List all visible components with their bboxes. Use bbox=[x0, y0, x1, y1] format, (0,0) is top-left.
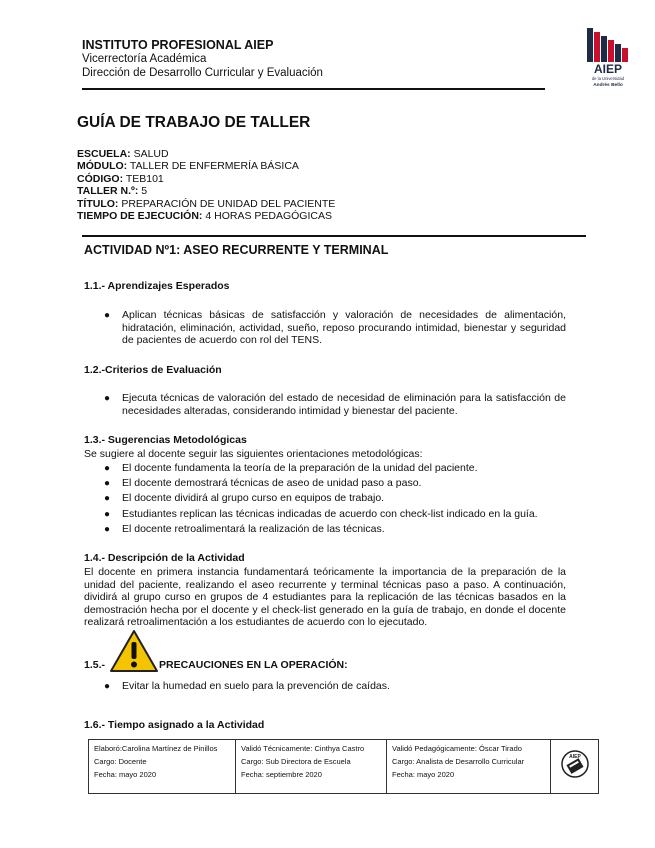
elaboro-cell: Elaboró:Carolina Martínez de Pinillos Cargo: Docente Fecha: mayo 2020 bbox=[89, 740, 236, 794]
logo-bar-1 bbox=[587, 28, 593, 62]
warning-icon bbox=[109, 629, 159, 673]
logo-bar-4 bbox=[608, 40, 614, 62]
bullet-icon: ● bbox=[104, 310, 111, 321]
bullet-icon: ● bbox=[104, 493, 111, 504]
section-1-3-bullet-2: El docente demostrará técnicas de aseo de unidad paso a paso. bbox=[122, 477, 422, 489]
meta-escuela: ESCUELA: SALUD bbox=[77, 148, 169, 160]
logo-bar-2 bbox=[594, 32, 600, 62]
section-1-4-heading: 1.4.- Descripción de la Actividad bbox=[84, 552, 245, 564]
section-1-3-bullet-3: El docente dividirá al grupo curso en equipos de trabajo. bbox=[122, 492, 385, 504]
section-1-3-intro: Se sugiere al docente seguir las siguientes orientaciones metodológicas: bbox=[84, 448, 423, 460]
bullet-icon: ● bbox=[104, 463, 111, 474]
section-1-3-bullet-4: Estudiantes replican las técnicas indicadas de acuerdo con check-list indicado en la guía. bbox=[122, 508, 538, 520]
activity-title: ACTIVIDAD Nº1: ASEO RECURRENTE Y TERMINAL bbox=[84, 243, 389, 257]
logo-subtext-1: de la Universidad bbox=[591, 76, 625, 81]
meta-tiempo: TIEMPO DE EJECUCIÓN: 4 HORAS PEDAGÓGICAS bbox=[77, 210, 332, 223]
aiep-seal-icon bbox=[560, 744, 590, 784]
document-title: GUÍA DE TRABAJO DE TALLER bbox=[77, 114, 311, 131]
section-1-3-bullet-1: El docente fundamenta la teoría de la preparación de la unidad del paciente. bbox=[122, 462, 478, 474]
seal-cell bbox=[551, 740, 599, 794]
header-divider bbox=[82, 88, 545, 90]
institution-name: INSTITUTO PROFESIONAL AIEP bbox=[82, 38, 274, 52]
section-1-2-bullet: Ejecuta técnicas de valoración del estado de necesidad de eliminación para la satisfacción de necesidades alteradas, considerando intimidad y bienestar del paciente. bbox=[122, 392, 566, 417]
logo-bar-3 bbox=[601, 36, 607, 62]
meta-modulo: MÓDULO: TALLER DE ENFERMERÍA BÁSICA bbox=[77, 160, 299, 173]
validation-table bbox=[88, 739, 599, 794]
logo-bar-5 bbox=[615, 44, 621, 62]
valido-pedagogicamente-cell: Validó Pedagógicamente: Óscar Tirado Cargo: Analista de Desarrollo Curricular Fecha: mayo 2020 bbox=[387, 740, 551, 794]
logo-bar-6 bbox=[622, 48, 628, 62]
section-1-2-heading: 1.2.-Criterios de Evaluación bbox=[84, 364, 222, 376]
section-1-4-text: El docente en primera instancia fundamentará teóricamente la importancia de la preparación de la unidad del paciente, realizando el aseo recurrente y terminal técnicas paso a paso. A continuación, dividirá al grupo curso en grupos de 4 estudiantes para la replicación de las técnicas basados en la demostración hecha por el docente y el check-list generado en la guía de trabajo, en donde el docente realizará retroalimentación a los estudiantes de acuerdo con lo ejecutado. bbox=[84, 566, 566, 628]
bullet-icon: ● bbox=[104, 524, 111, 535]
activity-divider bbox=[82, 235, 586, 237]
section-1-6-heading: 1.6.- Tiempo asignado a la Actividad bbox=[84, 719, 265, 731]
meta-codigo: CÓDIGO: TEB101 bbox=[77, 172, 164, 185]
section-1-3-bullet-5: El docente retroalimentará la realización de las técnicas. bbox=[122, 523, 385, 535]
direccion-line: Dirección de Desarrollo Curricular y Evaluación bbox=[82, 67, 323, 79]
section-1-1-bullet: Aplican técnicas básicas de satisfacción y valoración de necesidades de alimentación, hidratación, eliminación, actividad, sueño, reposo procurando intimidad, bienestar y seguridad de pacientes de acuerdo con rol del TENS. bbox=[122, 309, 566, 347]
module-metadata bbox=[77, 148, 335, 222]
section-1-5-bullet: Evitar la humedad en suelo para la prevención de caídas. bbox=[122, 680, 390, 692]
logo-text: AIEP bbox=[593, 62, 623, 76]
svg-text:AIEP: AIEP bbox=[568, 754, 581, 761]
bullet-icon: ● bbox=[104, 478, 111, 489]
vicerrectoria-line: Vicerrectoría Académica bbox=[82, 53, 207, 65]
section-1-1-heading: 1.1.- Aprendizajes Esperados bbox=[84, 280, 230, 292]
bullet-icon: ● bbox=[104, 509, 111, 520]
meta-taller: TALLER N.º: 5 bbox=[77, 185, 148, 198]
meta-titulo: TÍTULO: PREPARACIÓN DE UNIDAD DEL PACIENTE bbox=[77, 197, 336, 210]
aiep-logo bbox=[585, 28, 631, 88]
section-1-5-number: 1.5.- bbox=[84, 659, 106, 671]
section-1-3-heading: 1.3.- Sugerencias Metodológicas bbox=[84, 434, 247, 446]
bullet-icon: ● bbox=[104, 393, 111, 404]
logo-subtext-2: Andrés Bello bbox=[593, 83, 623, 88]
valido-tecnicamente-cell: Validó Técnicamente: Cinthya Castro Cargo: Sub Directora de Escuela Fecha: septiembre 2020 bbox=[236, 740, 387, 794]
section-1-5-heading: PRECAUCIONES EN LA OPERACIÓN: bbox=[159, 659, 348, 671]
bullet-icon: ● bbox=[104, 681, 111, 692]
